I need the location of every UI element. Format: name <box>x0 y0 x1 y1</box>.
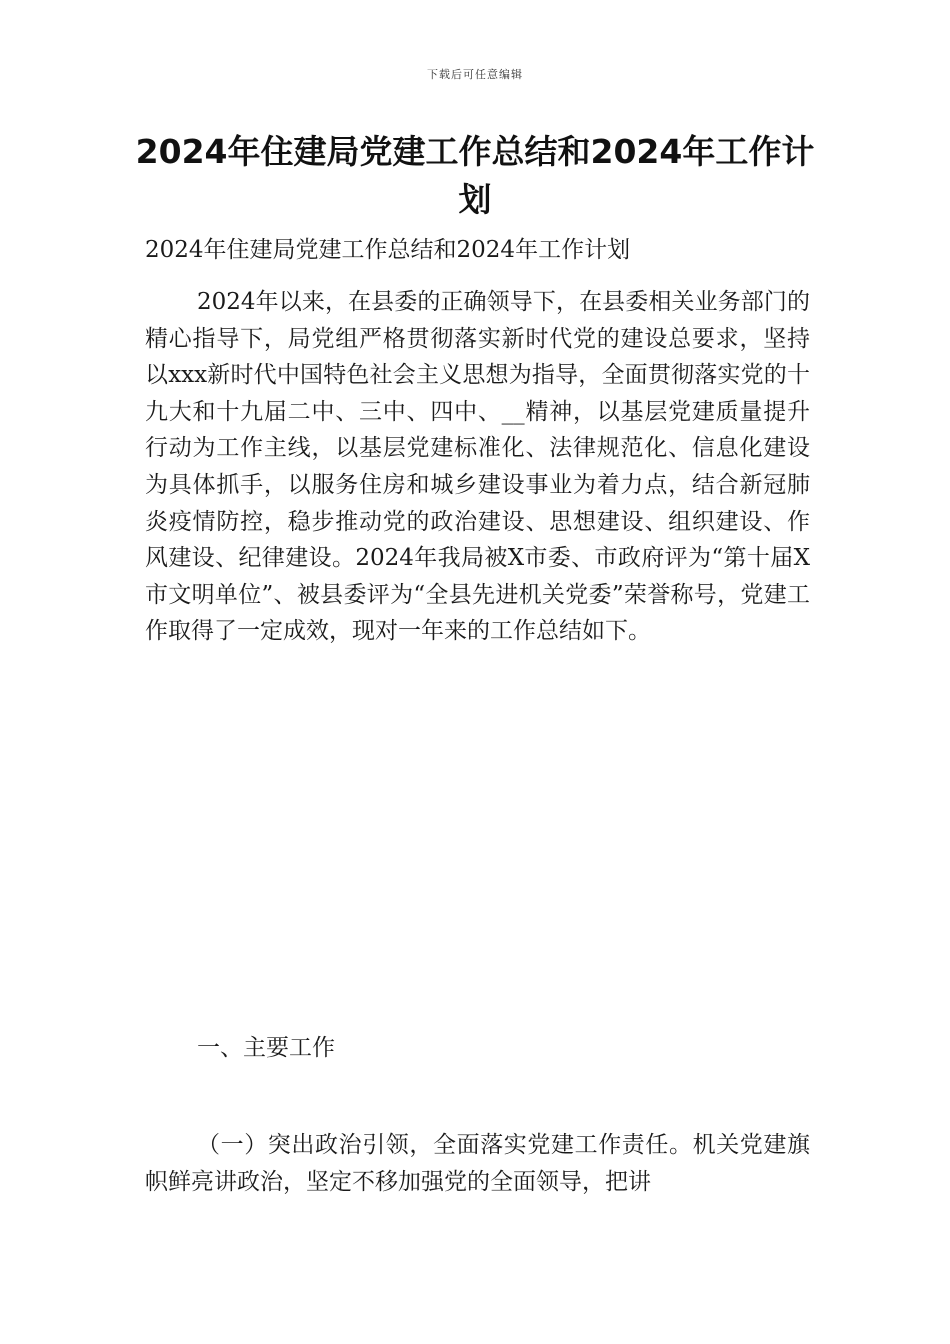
document-title: 2024年住建局党建工作总结和2024年工作计划 <box>135 132 815 219</box>
header-note: 下载后可任意编辑 <box>427 68 523 81</box>
subsection-paragraph: （一）突出政治引领，全面落实党建工作责任。机关党建旗帜鲜亮讲政治，坚定不移加强党的全面领导，把讲 <box>145 1132 810 1195</box>
document-subtitle: 2024年住建局党建工作总结和2024年工作计划 <box>145 237 631 263</box>
intro-paragraph: 2024年以来，在县委的正确领导下，在县委相关业务部门的精心指导下，局党组严格贯彻落实新时代党的建设总要求，坚持以xxx新时代中国特色社会主义思想为指导，全面贯彻落实党的十九大和十九届二中、三中、四中、__精神，以基层党建质量提升行动为工作主线，以基层党建标准化、法律规范化、信息化建设为具体抓手，以服务住房和城乡建设事业为着力点，结合新冠肺炎疫情防控，稳步推动党的政治建设、思想建设、组织建设、作风建设、纪律建设。2024年我局被X市委、市政府评为“第十届X市文明单位”、被县委评为“全县先进机关党委”荣誉称号，党建工作取得了一定成效，现对一年来的工作总结如下。 <box>145 289 810 645</box>
section-heading-main-work: 一、主要工作 <box>197 1035 335 1061</box>
